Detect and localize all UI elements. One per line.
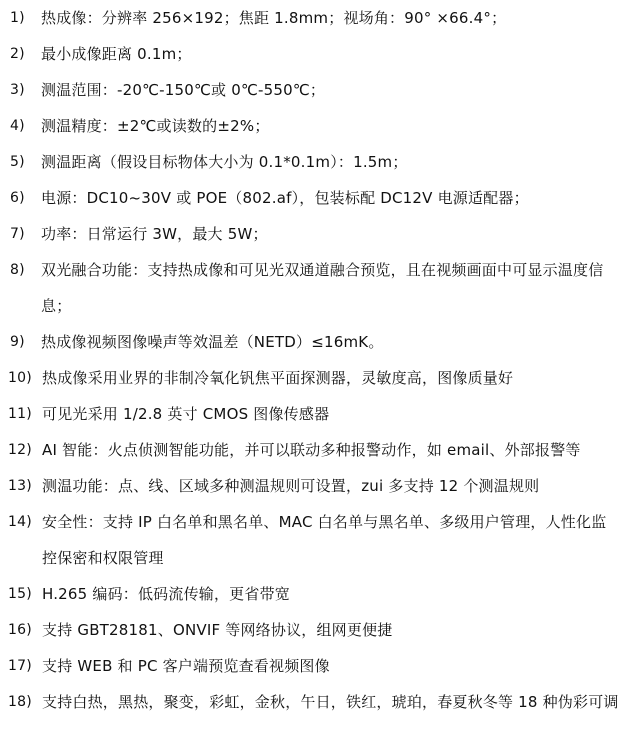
list-item xyxy=(0,180,625,216)
item-text: 热成像采用业界的非制冷氧化钒焦平面探测器，灵敏度高，图像质量好 xyxy=(42,369,514,387)
item-number: 4) xyxy=(10,118,25,134)
list-item xyxy=(0,144,625,180)
item-text: 可见光采用 1/2.8 英寸 CMOS 图像传感器 xyxy=(42,405,330,423)
list-item xyxy=(0,396,625,432)
list-item xyxy=(0,36,625,72)
item-text: 测温范围：-20℃-150℃或 0℃-550℃； xyxy=(41,81,326,99)
list-item xyxy=(0,432,625,468)
item-text: 最小成像距离 0.1m； xyxy=(41,45,192,63)
item-number: 5) xyxy=(10,154,25,170)
list-item xyxy=(0,612,625,648)
item-text: 测温距离（假设目标物体大小为 0.1*0.1m）：1.5m； xyxy=(41,153,408,171)
item-text: 测温精度：±2℃或读数的±2%； xyxy=(41,117,270,135)
item-text: 双光融合功能：支持热成像和可见光双通道融合预览，且在视频画面中可显示温度信息； xyxy=(41,261,604,315)
item-number: 9) xyxy=(10,334,25,350)
item-number: 16) xyxy=(8,622,32,638)
item-number: 12) xyxy=(8,442,32,458)
list-item xyxy=(0,252,625,324)
item-text: 热成像：分辨率 256×192；焦距 1.8mm；视场角：90° ×66.4°； xyxy=(41,9,507,27)
list-item xyxy=(0,324,625,360)
list-item xyxy=(0,0,625,36)
item-text: 支持 WEB 和 PC 客户端预览查看视频图像 xyxy=(42,657,330,675)
item-text: H.265 编码：低码流传输，更省带宽 xyxy=(42,585,290,603)
item-text: 支持 GBT28181、ONVIF 等网络协议，组网更便捷 xyxy=(42,621,393,639)
item-text: 安全性：支持 IP 白名单和黑名单、MAC 白名单与黑名单、多级用户管理，人性化监控保密和权限管理 xyxy=(42,513,607,567)
list-item xyxy=(0,504,625,576)
item-number: 2) xyxy=(10,46,25,62)
item-number: 7) xyxy=(10,226,25,242)
item-number: 6) xyxy=(10,190,25,206)
list-item xyxy=(0,684,625,720)
item-number: 8) xyxy=(10,262,25,278)
list-item xyxy=(0,216,625,252)
item-text: 热成像视频图像噪声等效温差（NETD）≤16mK。 xyxy=(41,333,384,351)
item-number: 14) xyxy=(8,514,32,530)
list-item xyxy=(0,360,625,396)
item-number: 15) xyxy=(8,586,32,602)
list-item xyxy=(0,576,625,612)
item-number: 13) xyxy=(8,478,32,494)
item-text: 功率：日常运行 3W，最大 5W； xyxy=(41,225,268,243)
item-number: 1) xyxy=(10,10,25,26)
item-number: 18) xyxy=(8,694,32,710)
list-item xyxy=(0,108,625,144)
item-text: 支持白热，黑热，聚变，彩虹，金秋，午日，铁红，琥珀，春夏秋冬等 18 种伪彩可调 xyxy=(42,693,619,711)
list-item xyxy=(0,648,625,684)
item-number: 10) xyxy=(8,370,32,386)
list-item xyxy=(0,72,625,108)
item-text: AI 智能：火点侦测智能功能，并可以联动多种报警动作，如 email、外部报警等 xyxy=(42,441,581,459)
item-number: 3) xyxy=(10,82,25,98)
list-item xyxy=(0,468,625,504)
item-text: 测温功能：点、线、区域多种测温规则可设置，zui 多支持 12 个测温规则 xyxy=(42,477,540,495)
item-number: 11) xyxy=(8,406,32,422)
item-text: 电源：DC10~30V 或 POE（802.af），包装标配 DC12V 电源适配器； xyxy=(41,189,529,207)
item-number: 17) xyxy=(8,658,32,674)
